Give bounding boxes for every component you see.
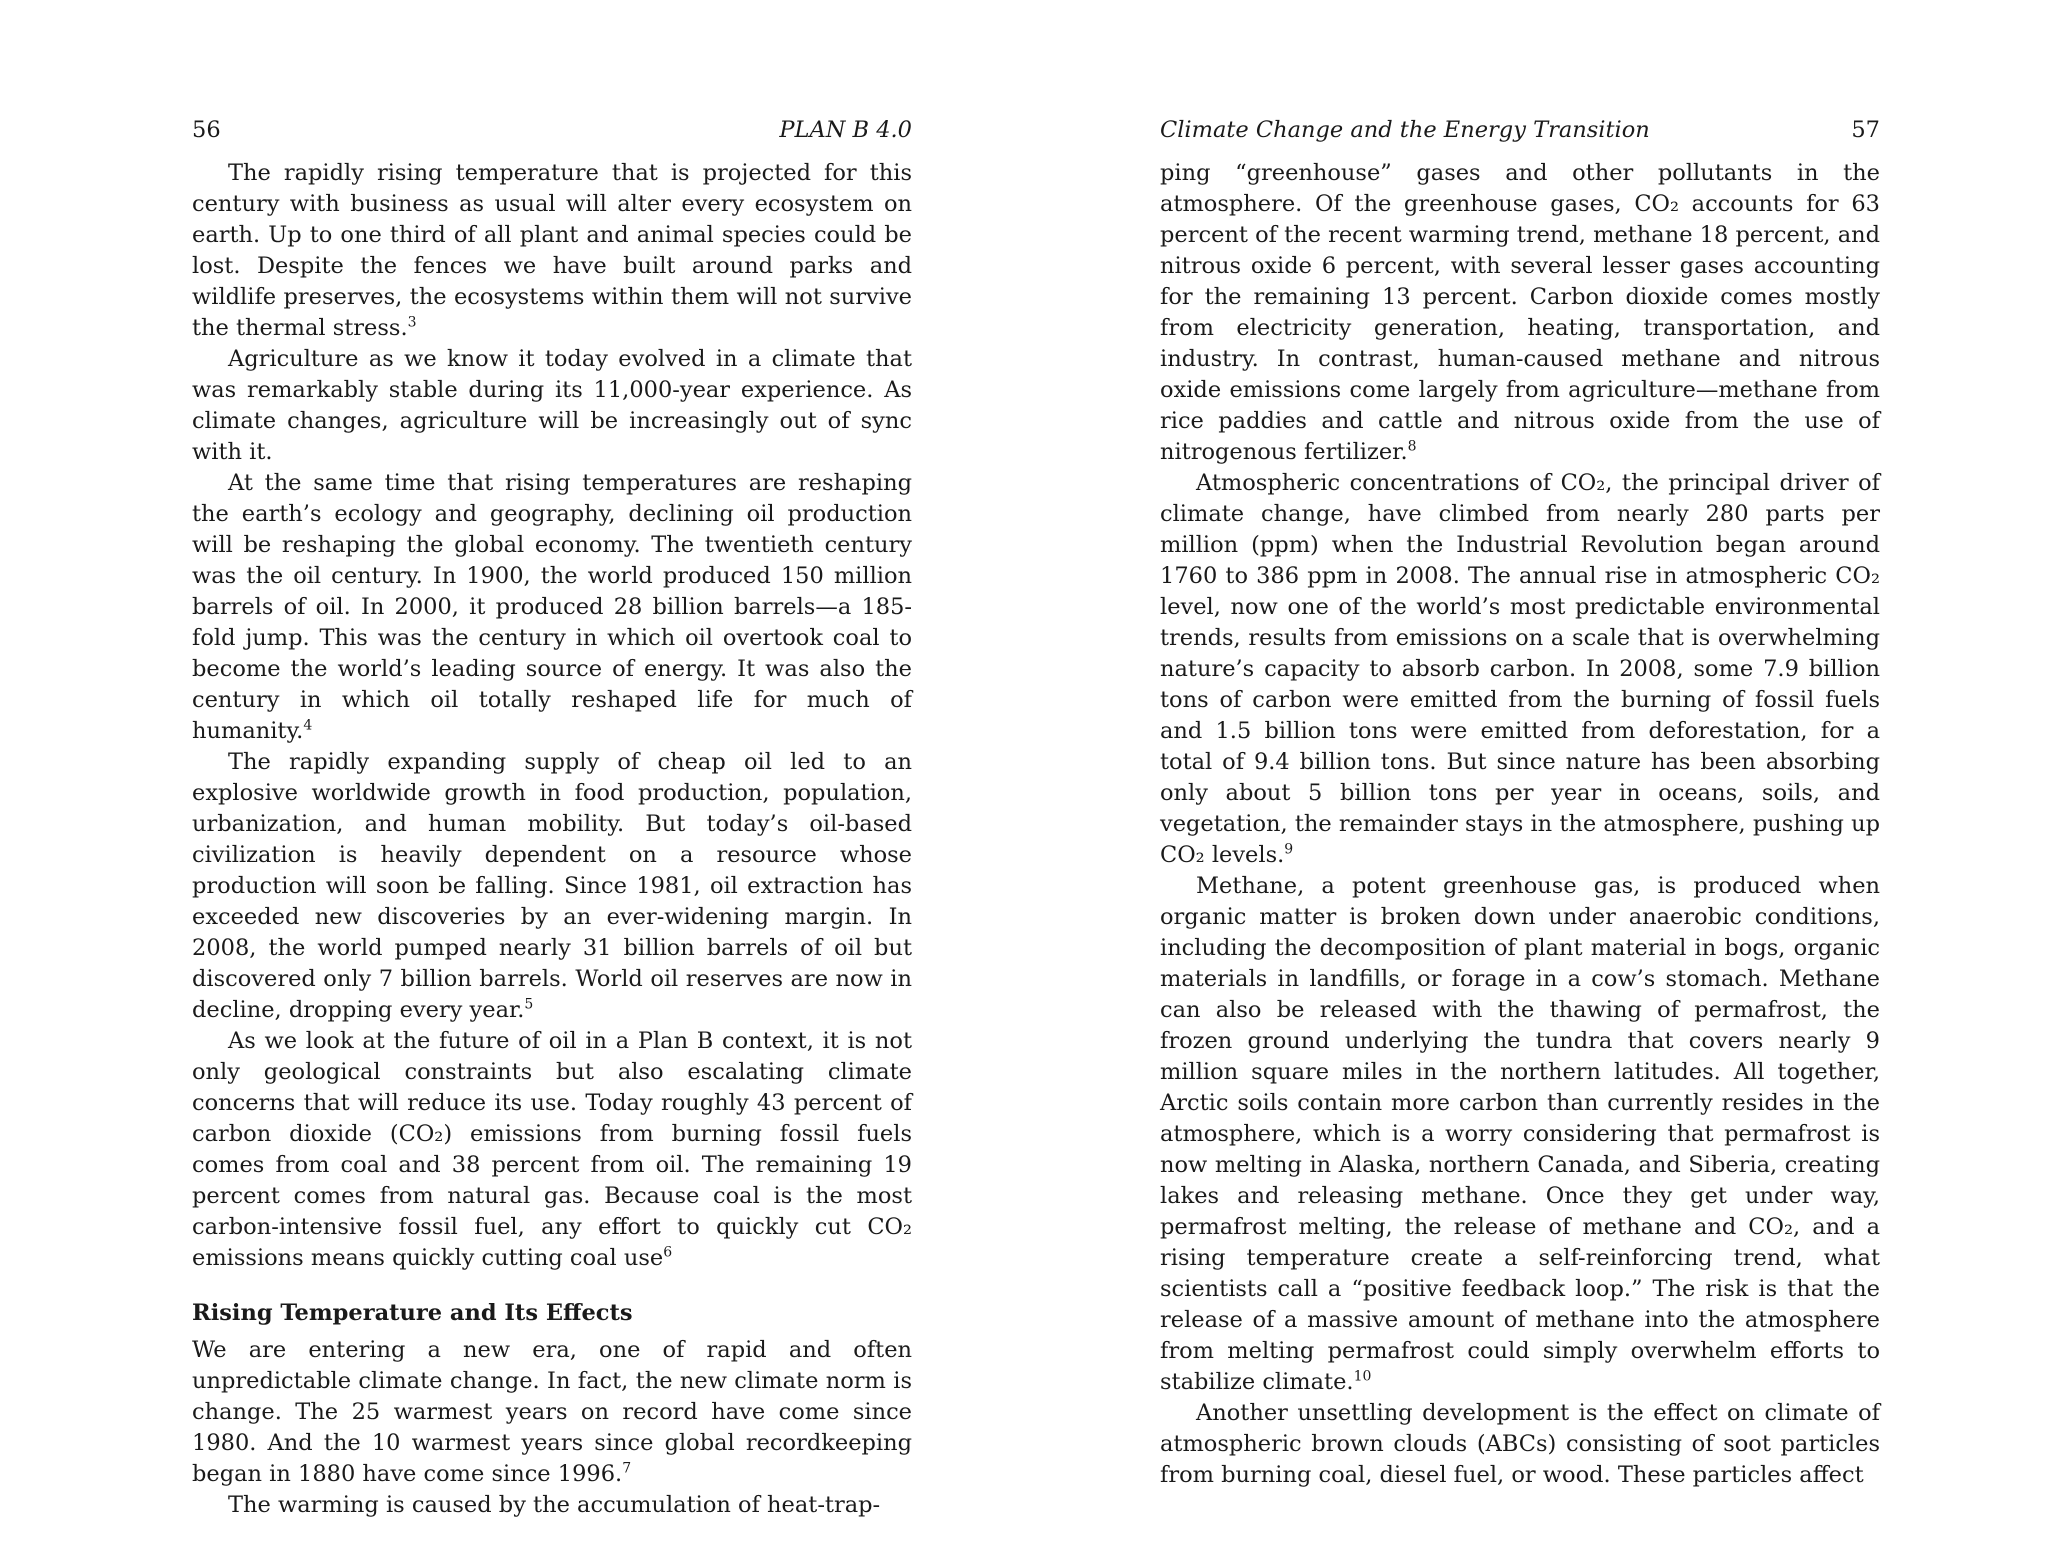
paragraph: The rapidly rising temperature that is projected for this century with business as usual will alter every ecosystem on earth. Up to one third of all plant and animal species could be lost. Despite the fences we have built around parks and wildlife preserves, the ecosystems within them will not survive the thermal stress.$^3$ <box>192 160 912 341</box>
footnote-marker: 6 <box>663 1244 673 1261</box>
right-page <box>1160 112 1880 1491</box>
page-number: 57 <box>1851 117 1880 143</box>
running-head-title: Climate Change and the Energy Transition <box>1160 117 1650 143</box>
footnote-marker: 10 <box>1353 1368 1372 1385</box>
paragraph: Another unsettling development is the effect on climate of atmospheric brown clouds (ABCs) consisting of soot particles from burning coal, diesel fuel, or wood. These particles affect <box>1160 1400 1880 1488</box>
paragraph: As we look at the future of oil in a Plan B context, it is not only geological constraints but also escalating climate concerns that will reduce its use. Today roughly 43 percent of carbon dioxide (CO₂) emissions from burning fossil fuels comes from coal and 38 percent from oil. The remaining 19 percent comes from natural gas. Because coal is the most carbon-intensive fossil fuel, any effort to quickly cut CO₂ emissions means quickly cutting coal use$^6$ <box>192 1028 912 1271</box>
paragraph: Atmospheric concentrations of CO₂, the principal driver of climate change, have climbed from nearly 280 parts per million (ppm) when the Industrial Revolution began around 1760 to 386 ppm in 2008. The annual rise in atmospheric CO₂ level, now one of the world’s most predictable environmental trends, results from emissions on a scale that is overwhelming nature’s capacity to absorb carbon. In 2008, some 7.9 billion tons of carbon were emitted from the burning of fossil fuels and 1.5 billion tons were emitted from deforestation, for a total of 9.4 billion tons. But since nature has been absorbing only about 5 billion tons per year in oceans, soils, and vegetation, the remainder stays in the atmosphere, pushing up CO₂ levels.$^9$ <box>1160 470 1880 868</box>
left-body-text <box>192 158 912 1521</box>
footnote-marker: 5 <box>524 996 534 1013</box>
paragraph: The warming is caused by the accumulation of heat-trap- <box>228 1492 881 1518</box>
left-running-header <box>192 112 912 148</box>
footnote-marker: 3 <box>407 314 417 331</box>
paragraph: The rapidly expanding supply of cheap oil led to an explosive worldwide growth in food production, population, urbanization, and human mobility. But today’s oil-based civilization is heavily dependent on a resource whose production will soon be falling. Since 1981, oil extraction has exceeded new discoveries by an ever-widening margin. In 2008, the world pumped nearly 31 billion barrels of oil but discovered only 7 billion barrels. World oil reserves are now in decline, dropping every year.$^5$ <box>192 749 912 1023</box>
paragraph: ping “greenhouse” gases and other pollutants in the atmosphere. Of the greenhouse gases, CO₂ accounts for 63 percent of the recent warming trend, methane 18 percent, and nitrous oxide 6 percent, with several lesser gases accounting for the remaining 13 percent. Carbon dioxide comes mostly from electricity generation, heating, transportation, and industry. In contrast, human-caused methane and nitrous oxide emissions come largely from agriculture—methane from rice paddies and cattle and nitrous oxide from the use of nitrogenous fertilizer.$^8$ <box>1160 160 1880 465</box>
footnote-marker: 7 <box>622 1460 632 1477</box>
footnote-marker: 4 <box>303 717 313 734</box>
footnote-marker: 9 <box>1284 841 1294 858</box>
right-running-header <box>1160 112 1880 148</box>
page-number: 56 <box>192 117 221 143</box>
right-body-text <box>1160 158 1880 1491</box>
paragraph: At the same time that rising temperatures are reshaping the earth’s ecology and geography, declining oil production will be reshaping the global economy. The twentieth century was the oil century. In 1900, the world produced 150 million barrels of oil. In 2000, it produced 28 billion barrels—a 185-fold jump. This was the century in which oil overtook coal to become the world’s leading source of energy. It was also the century in which oil totally reshaped life for much of humanity.$^4$ <box>192 470 912 744</box>
paragraph: We are entering a new era, one of rapid and often unpredictable climate change. In fact, the new climate norm is change. The 25 warmest years on record have come since 1980. And the 10 warmest years since global recordkeeping began in 1880 have come since 1996.$^7$ <box>192 1337 912 1487</box>
section-heading: Rising Temperature and Its Effects <box>192 1300 633 1326</box>
footnote-marker: 8 <box>1407 438 1417 455</box>
running-head-title: PLAN B 4.0 <box>779 117 912 143</box>
paragraph: Agriculture as we know it today evolved in a climate that was remarkably stable during its 11,000-year experience. As climate changes, agriculture will be increasingly out of sync with it. <box>192 346 912 465</box>
left-page <box>192 112 912 1521</box>
paragraph: Methane, a potent greenhouse gas, is produced when organic matter is broken down under anaerobic conditions, including the decomposition of plant material in bogs, organic materials in landfills, or forage in a cow’s stomach. Methane can also be released with the thawing of permafrost, the frozen ground underlying the tundra that covers nearly 9 million square miles in the northern latitudes. All together, Arctic soils contain more carbon than currently resides in the atmosphere, which is a worry considering that permafrost is now melting in Alaska, northern Canada, and Siberia, creating lakes and releasing methane. Once they get under way, permafrost melting, the release of methane and CO₂, and a rising temperature create a self-reinforcing trend, what scientists call a “positive feedback loop.” The risk is that the release of a massive amount of methane into the atmosphere from melting permafrost could simply overwhelm efforts to stabilize climate.$^{10}$ <box>1160 873 1880 1395</box>
